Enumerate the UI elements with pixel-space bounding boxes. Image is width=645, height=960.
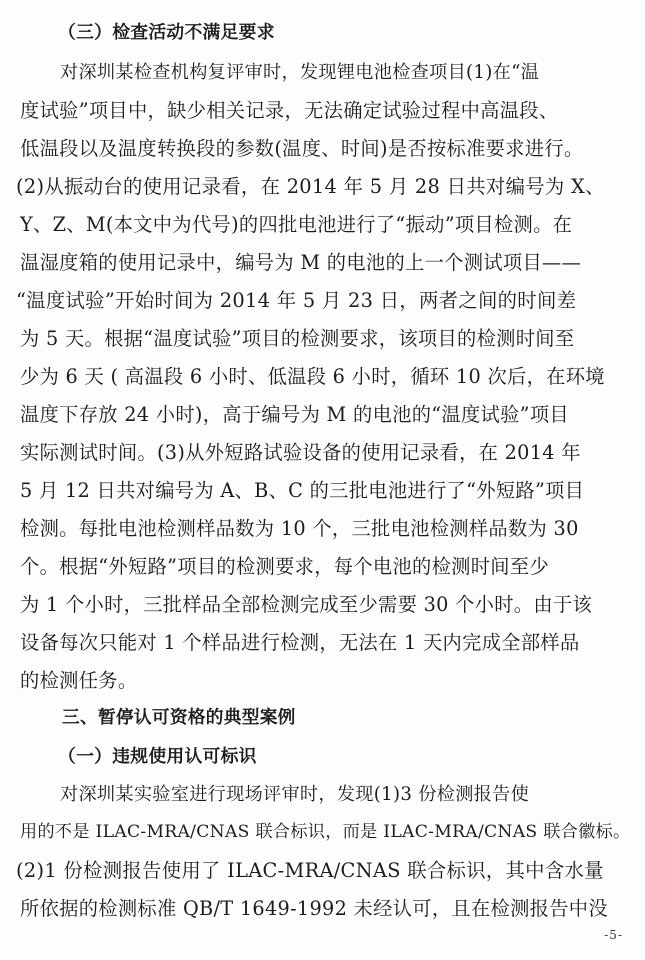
paragraph-line: 设备每次只能对 1 个样品进行检测，无法在 1 天内完成全部样品 xyxy=(20,631,580,654)
paragraph-line: Y、Z、M(本文中为代号)的四批电池进行了“振动”项目检测。在 xyxy=(20,213,573,236)
paragraph-line: 检测。每批电池检测样品数为 10 个，三批电池检测样品数为 30 xyxy=(20,517,579,540)
page-number: -5- xyxy=(604,928,623,942)
paragraph-line: 为 1 个小时，三批样品全部检测完成至少需要 30 个小时。由于该 xyxy=(20,593,593,616)
chapter-heading: 三、暂停认可资格的典型案例 xyxy=(62,708,296,728)
paragraph-line: 5 月 12 日共对编号为 A、B、C 的三批电池进行了“外短路”项目 xyxy=(20,479,585,502)
paragraph-line: 为 5 天。根据“温度试验”项目的检测要求，该项目的检测时间至 xyxy=(20,327,575,350)
paragraph-line: 的检测任务。 xyxy=(20,669,138,692)
paragraph-line: 对深圳某检查机构复评审时，发现锂电池检查项目(1)在“温 xyxy=(60,62,540,83)
subsection-heading: （一）违规使用认可标识 xyxy=(58,746,257,767)
paragraph-line: 个。根据“外短路”项目的检测要求，每个电池的检测时间至少 xyxy=(20,555,550,578)
section-heading: （三）检查活动不满足要求 xyxy=(58,22,275,43)
paragraph-line: “温度试验”开始时间为 2014 年 5 月 23 日，两者之间的时间差 xyxy=(16,289,577,312)
paragraph-line: 温度下存放 24 小时)，高于编号为 M 的电池的“温度试验”项目 xyxy=(20,403,569,426)
paragraph-line: 用的不是 ILAC-MRA/CNAS 联合标识，而是 ILAC-MRA/CNAS 联合徽标。 xyxy=(20,822,631,842)
paragraph-line: 度试验”项目中，缺少相关记录，无法确定试验过程中高温段、 xyxy=(20,99,559,122)
paragraph-line: 所依据的检测标准 QB/T 1649-1992 未经认可，且在检测报告中没 xyxy=(20,897,608,920)
paragraph-line: (2)1 份检测报告使用了 ILAC-MRA/CNAS 联合标识，其中含水量 xyxy=(16,859,604,882)
paragraph-line: 温湿度箱的使用记录中，编号为 M 的电池的上一个测试项目—— xyxy=(20,251,582,274)
paragraph-line: 少为 6 天 ( 高温段 6 小时、低温段 6 小时，循环 10 次后，在环境 xyxy=(20,365,605,388)
paragraph-line: 低温段以及温度转换段的参数(温度、时间)是否按标准要求进行。 xyxy=(20,137,584,160)
paragraph-line: (2)从振动台的使用记录看，在 2014 年 5 月 28 日共对编号为 X、 xyxy=(16,175,605,198)
paragraph-line: 实际测试时间。(3)从外短路试验设备的使用记录看，在 2014 年 xyxy=(20,441,581,464)
paragraph-line: 对深圳某实验室进行现场评审时，发现(1)3 份检测报告使 xyxy=(60,784,530,805)
